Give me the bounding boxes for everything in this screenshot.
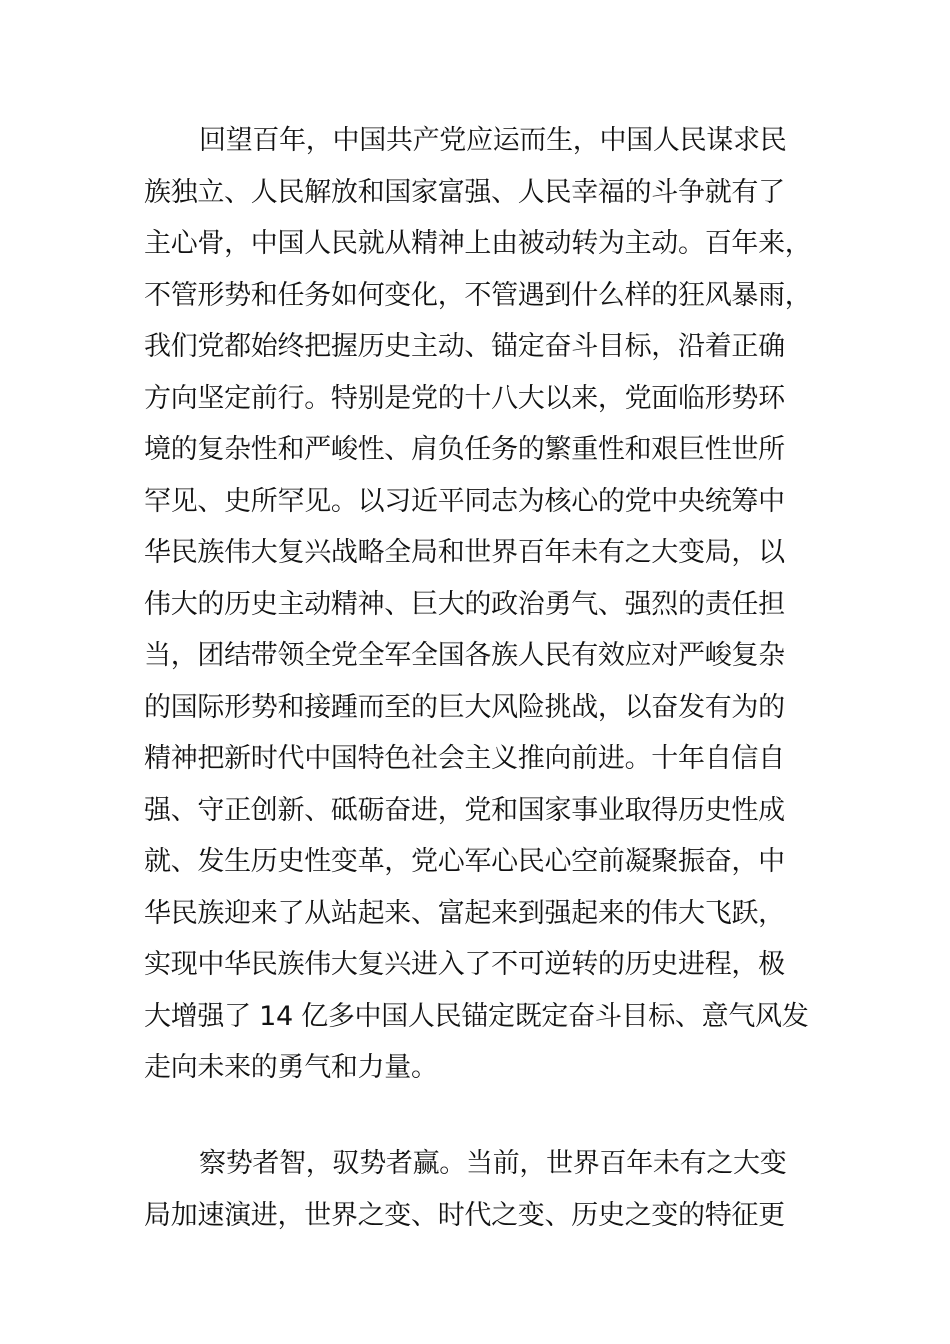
paragraph-line: 精神把新时代中国特色社会主义推向前进。十年自信自 — [144, 743, 785, 774]
paragraph-line: 境的复杂性和严峻性、肩负任务的繁重性和艰巨性世所 — [144, 434, 785, 465]
paragraph-1 — [144, 115, 812, 1094]
paragraph-line: 华民族迎来了从站起来、富起来到强起来的伟大飞跃， — [144, 897, 785, 929]
paragraph-2 — [144, 1138, 804, 1241]
paragraph-line: 不管形势和任务如何变化，不管遇到什么样的狂风暴雨， — [144, 279, 812, 311]
paragraph-line: 我们党都始终把握历史主动、锚定奋斗目标，沿着正确 — [144, 331, 785, 362]
paragraph-line: 大增强了 14 亿多中国人民锚定既定奋斗目标、意气风发 — [144, 1000, 809, 1032]
paragraph-line: 主心骨，中国人民就从精神上由被动转为主动。百年来， — [144, 228, 812, 259]
paragraph-line: 华民族伟大复兴战略全局和世界百年未有之大变局，以 — [144, 537, 785, 568]
paragraph-line: 实现中华民族伟大复兴进入了不可逆转的历史进程，极 — [144, 949, 785, 980]
paragraph-line: 就、发生历史性变革，党心军心民心空前凝聚振奋，中 — [144, 846, 785, 877]
paragraph-line: 的国际形势和接踵而至的巨大风险挑战，以奋发有为的 — [144, 691, 785, 723]
paragraph-line: 当，团结带领全党全军全国各族人民有效应对严峻复杂 — [144, 640, 785, 671]
paragraph-line: 罕见、史所罕见。以习近平同志为核心的党中央统筹中 — [144, 485, 785, 517]
paragraph-line: 走向未来的勇气和力量。 — [144, 1052, 438, 1083]
paragraph-line: 伟大的历史主动精神、巨大的政治勇气、强烈的责任担 — [144, 588, 785, 620]
paragraph-line: 族独立、人民解放和国家富强、人民幸福的斗争就有了 — [144, 176, 785, 208]
paragraph-line: 局加速演进，世界之变、时代之变、历史之变的特征更 — [144, 1199, 785, 1231]
paragraph-line: 察势者智，驭势者赢。当前，世界百年未有之大变 — [199, 1148, 787, 1179]
paragraph-line: 回望百年，中国共产党应运而生，中国人民谋求民 — [199, 125, 787, 156]
paragraph-line: 方向坚定前行。特别是党的十八大以来，党面临形势环 — [144, 382, 785, 414]
paragraph-line: 强、守正创新、砥砺奋进，党和国家事业取得历史性成 — [144, 794, 785, 826]
